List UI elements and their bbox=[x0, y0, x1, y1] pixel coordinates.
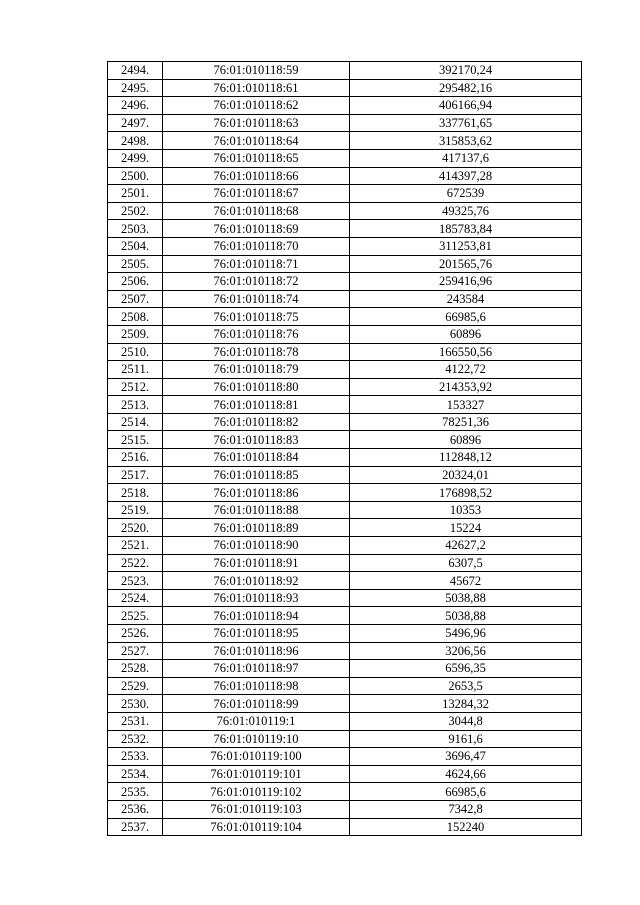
table-row bbox=[108, 325, 582, 343]
value-cell: 6307,5 bbox=[350, 554, 582, 572]
row-number-cell: 2496. bbox=[108, 97, 163, 115]
row-number-cell: 2497. bbox=[108, 114, 163, 132]
table-row bbox=[108, 783, 582, 801]
row-number-cell: 2534. bbox=[108, 765, 163, 783]
table-row bbox=[108, 62, 582, 80]
cadastral-number-cell: 76:01:010118:98 bbox=[163, 677, 350, 695]
table-row bbox=[108, 695, 582, 713]
value-cell: 417137,6 bbox=[350, 149, 582, 167]
row-number-cell: 2530. bbox=[108, 695, 163, 713]
table-row bbox=[108, 765, 582, 783]
table-row bbox=[108, 97, 582, 115]
row-number-cell: 2506. bbox=[108, 273, 163, 291]
table-row bbox=[108, 484, 582, 502]
value-cell: 185783,84 bbox=[350, 220, 582, 238]
value-cell: 78251,36 bbox=[350, 413, 582, 431]
value-cell: 7342,8 bbox=[350, 800, 582, 818]
table-row bbox=[108, 554, 582, 572]
row-number-cell: 2525. bbox=[108, 607, 163, 625]
row-number-cell: 2505. bbox=[108, 255, 163, 273]
cadastral-number-cell: 76:01:010118:79 bbox=[163, 361, 350, 379]
cadastral-number-cell: 76:01:010118:67 bbox=[163, 185, 350, 203]
row-number-cell: 2529. bbox=[108, 677, 163, 695]
table-row bbox=[108, 625, 582, 643]
row-number-cell: 2532. bbox=[108, 730, 163, 748]
cadastral-number-cell: 76:01:010118:69 bbox=[163, 220, 350, 238]
table-row bbox=[108, 273, 582, 291]
value-cell: 337761,65 bbox=[350, 114, 582, 132]
row-number-cell: 2504. bbox=[108, 237, 163, 255]
cadastral-number-cell: 76:01:010118:82 bbox=[163, 413, 350, 431]
row-number-cell: 2512. bbox=[108, 378, 163, 396]
table-row bbox=[108, 501, 582, 519]
cadastral-number-cell: 76:01:010118:66 bbox=[163, 167, 350, 185]
row-number-cell: 2498. bbox=[108, 132, 163, 150]
row-number-cell: 2531. bbox=[108, 712, 163, 730]
table-row bbox=[108, 589, 582, 607]
value-cell: 2653,5 bbox=[350, 677, 582, 695]
value-cell: 112848,12 bbox=[350, 449, 582, 467]
cadastral-number-cell: 76:01:010118:71 bbox=[163, 255, 350, 273]
table-row bbox=[108, 537, 582, 555]
row-number-cell: 2533. bbox=[108, 748, 163, 766]
cadastral-number-cell: 76:01:010119:10 bbox=[163, 730, 350, 748]
cadastral-number-cell: 76:01:010118:78 bbox=[163, 343, 350, 361]
value-cell: 60896 bbox=[350, 431, 582, 449]
cadastral-number-cell: 76:01:010118:65 bbox=[163, 149, 350, 167]
cadastral-number-cell: 76:01:010118:93 bbox=[163, 589, 350, 607]
row-number-cell: 2520. bbox=[108, 519, 163, 537]
cadastral-number-cell: 76:01:010119:101 bbox=[163, 765, 350, 783]
value-cell: 295482,16 bbox=[350, 79, 582, 97]
row-number-cell: 2515. bbox=[108, 431, 163, 449]
row-number-cell: 2522. bbox=[108, 554, 163, 572]
table-row bbox=[108, 730, 582, 748]
cadastral-number-cell: 76:01:010118:99 bbox=[163, 695, 350, 713]
table-row bbox=[108, 800, 582, 818]
value-cell: 66985,6 bbox=[350, 783, 582, 801]
value-cell: 60896 bbox=[350, 325, 582, 343]
cadastral-number-cell: 76:01:010118:64 bbox=[163, 132, 350, 150]
value-cell: 66985,6 bbox=[350, 308, 582, 326]
cadastral-number-cell: 76:01:010118:76 bbox=[163, 325, 350, 343]
table-row bbox=[108, 413, 582, 431]
table-row bbox=[108, 642, 582, 660]
value-cell: 259416,96 bbox=[350, 273, 582, 291]
table-row bbox=[108, 396, 582, 414]
cadastral-number-cell: 76:01:010118:90 bbox=[163, 537, 350, 555]
row-number-cell: 2518. bbox=[108, 484, 163, 502]
table-row bbox=[108, 378, 582, 396]
cadastral-number-cell: 76:01:010118:68 bbox=[163, 202, 350, 220]
cadastral-number-cell: 76:01:010118:85 bbox=[163, 466, 350, 484]
row-number-cell: 2507. bbox=[108, 290, 163, 308]
cadastral-number-cell: 76:01:010119:103 bbox=[163, 800, 350, 818]
value-cell: 5038,88 bbox=[350, 589, 582, 607]
value-cell: 49325,76 bbox=[350, 202, 582, 220]
row-number-cell: 2523. bbox=[108, 572, 163, 590]
row-number-cell: 2495. bbox=[108, 79, 163, 97]
value-cell: 166550,56 bbox=[350, 343, 582, 361]
cadastral-number-cell: 76:01:010118:89 bbox=[163, 519, 350, 537]
row-number-cell: 2528. bbox=[108, 660, 163, 678]
value-cell: 10353 bbox=[350, 501, 582, 519]
cadastral-number-cell: 76:01:010118:63 bbox=[163, 114, 350, 132]
cadastral-number-cell: 76:01:010118:62 bbox=[163, 97, 350, 115]
value-cell: 20324,01 bbox=[350, 466, 582, 484]
value-cell: 5038,88 bbox=[350, 607, 582, 625]
value-cell: 392170,24 bbox=[350, 62, 582, 80]
value-cell: 4624,66 bbox=[350, 765, 582, 783]
cadastral-number-cell: 76:01:010119:100 bbox=[163, 748, 350, 766]
value-cell: 9161,6 bbox=[350, 730, 582, 748]
value-cell: 6596,35 bbox=[350, 660, 582, 678]
table-row bbox=[108, 519, 582, 537]
row-number-cell: 2511. bbox=[108, 361, 163, 379]
table-row bbox=[108, 308, 582, 326]
value-cell: 152240 bbox=[350, 818, 582, 836]
value-cell: 3696,47 bbox=[350, 748, 582, 766]
table-row bbox=[108, 607, 582, 625]
value-cell: 42627,2 bbox=[350, 537, 582, 555]
row-number-cell: 2535. bbox=[108, 783, 163, 801]
cadastral-number-cell: 76:01:010118:94 bbox=[163, 607, 350, 625]
value-cell: 15224 bbox=[350, 519, 582, 537]
table-row bbox=[108, 431, 582, 449]
row-number-cell: 2508. bbox=[108, 308, 163, 326]
row-number-cell: 2502. bbox=[108, 202, 163, 220]
cadastral-number-cell: 76:01:010118:95 bbox=[163, 625, 350, 643]
row-number-cell: 2521. bbox=[108, 537, 163, 555]
table-row bbox=[108, 132, 582, 150]
cadastral-number-cell: 76:01:010118:83 bbox=[163, 431, 350, 449]
value-cell: 4122,72 bbox=[350, 361, 582, 379]
cadastral-number-cell: 76:01:010118:97 bbox=[163, 660, 350, 678]
value-cell: 406166,94 bbox=[350, 97, 582, 115]
cadastral-number-cell: 76:01:010118:70 bbox=[163, 237, 350, 255]
table-body bbox=[108, 62, 582, 836]
row-number-cell: 2499. bbox=[108, 149, 163, 167]
table-row bbox=[108, 677, 582, 695]
value-cell: 153327 bbox=[350, 396, 582, 414]
cadastral-value-table bbox=[107, 61, 582, 836]
row-number-cell: 2510. bbox=[108, 343, 163, 361]
cadastral-number-cell: 76:01:010118:91 bbox=[163, 554, 350, 572]
value-cell: 672539 bbox=[350, 185, 582, 203]
cadastral-number-cell: 76:01:010119:102 bbox=[163, 783, 350, 801]
cadastral-number-cell: 76:01:010118:59 bbox=[163, 62, 350, 80]
row-number-cell: 2537. bbox=[108, 818, 163, 836]
row-number-cell: 2500. bbox=[108, 167, 163, 185]
table-row bbox=[108, 449, 582, 467]
row-number-cell: 2494. bbox=[108, 62, 163, 80]
cadastral-number-cell: 76:01:010119:104 bbox=[163, 818, 350, 836]
cadastral-number-cell: 76:01:010118:61 bbox=[163, 79, 350, 97]
table-row bbox=[108, 748, 582, 766]
value-cell: 201565,76 bbox=[350, 255, 582, 273]
cadastral-number-cell: 76:01:010118:84 bbox=[163, 449, 350, 467]
table-row bbox=[108, 167, 582, 185]
value-cell: 243584 bbox=[350, 290, 582, 308]
table-row bbox=[108, 149, 582, 167]
cadastral-number-cell: 76:01:010118:80 bbox=[163, 378, 350, 396]
cadastral-number-cell: 76:01:010118:74 bbox=[163, 290, 350, 308]
value-cell: 3044,8 bbox=[350, 712, 582, 730]
cadastral-number-cell: 76:01:010118:96 bbox=[163, 642, 350, 660]
value-cell: 414397,28 bbox=[350, 167, 582, 185]
value-cell: 3206,56 bbox=[350, 642, 582, 660]
row-number-cell: 2513. bbox=[108, 396, 163, 414]
table-row bbox=[108, 361, 582, 379]
value-cell: 315853,62 bbox=[350, 132, 582, 150]
table-row bbox=[108, 466, 582, 484]
table-row bbox=[108, 255, 582, 273]
row-number-cell: 2526. bbox=[108, 625, 163, 643]
cadastral-number-cell: 76:01:010118:75 bbox=[163, 308, 350, 326]
row-number-cell: 2536. bbox=[108, 800, 163, 818]
table-row bbox=[108, 220, 582, 238]
value-cell: 214353,92 bbox=[350, 378, 582, 396]
row-number-cell: 2524. bbox=[108, 589, 163, 607]
row-number-cell: 2516. bbox=[108, 449, 163, 467]
table-row bbox=[108, 343, 582, 361]
row-number-cell: 2501. bbox=[108, 185, 163, 203]
row-number-cell: 2503. bbox=[108, 220, 163, 238]
cadastral-number-cell: 76:01:010118:81 bbox=[163, 396, 350, 414]
table-row bbox=[108, 712, 582, 730]
table-row bbox=[108, 237, 582, 255]
table-row bbox=[108, 114, 582, 132]
cadastral-number-cell: 76:01:010118:92 bbox=[163, 572, 350, 590]
value-cell: 13284,32 bbox=[350, 695, 582, 713]
cadastral-number-cell: 76:01:010118:72 bbox=[163, 273, 350, 291]
table-row bbox=[108, 290, 582, 308]
table-row bbox=[108, 185, 582, 203]
cadastral-number-cell: 76:01:010118:86 bbox=[163, 484, 350, 502]
value-cell: 5496,96 bbox=[350, 625, 582, 643]
table-row bbox=[108, 572, 582, 590]
row-number-cell: 2527. bbox=[108, 642, 163, 660]
value-cell: 311253,81 bbox=[350, 237, 582, 255]
table-row bbox=[108, 79, 582, 97]
cadastral-number-cell: 76:01:010118:88 bbox=[163, 501, 350, 519]
row-number-cell: 2509. bbox=[108, 325, 163, 343]
table-row bbox=[108, 818, 582, 836]
row-number-cell: 2514. bbox=[108, 413, 163, 431]
row-number-cell: 2519. bbox=[108, 501, 163, 519]
value-cell: 176898,52 bbox=[350, 484, 582, 502]
row-number-cell: 2517. bbox=[108, 466, 163, 484]
table-row bbox=[108, 202, 582, 220]
table-row bbox=[108, 660, 582, 678]
cadastral-number-cell: 76:01:010119:1 bbox=[163, 712, 350, 730]
value-cell: 45672 bbox=[350, 572, 582, 590]
